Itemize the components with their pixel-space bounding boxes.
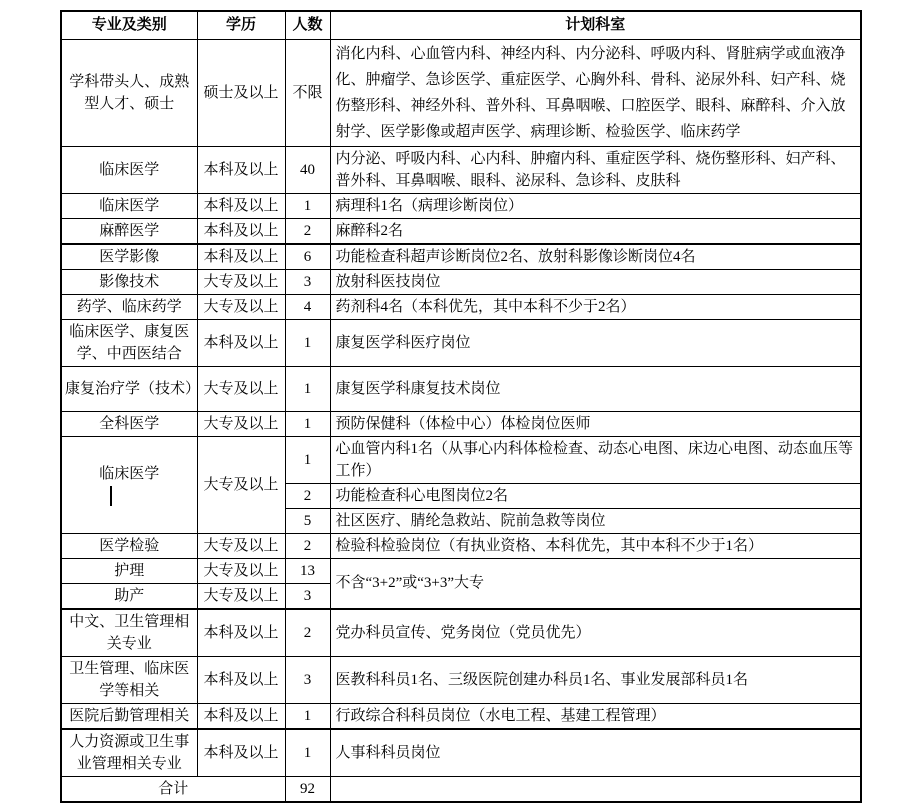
cell-count: 1 (285, 366, 330, 411)
cell-count: 4 (285, 294, 330, 319)
cell-major: 中文、卫生管理相关专业 (61, 609, 197, 657)
cell-count: 1 (285, 436, 330, 483)
cell-count: 1 (285, 729, 330, 777)
cell-count: 1 (285, 703, 330, 729)
cell-degree: 本科及以上 (197, 244, 285, 270)
table-row (61, 366, 861, 411)
cell-count: 2 (285, 218, 330, 244)
cell-count: 1 (285, 319, 330, 366)
cell-dept: 社区医疗、腈纶急救站、院前急救等岗位 (330, 508, 861, 533)
cell-dept: 麻醉科2名 (330, 218, 861, 244)
header-degree: 学历 (197, 11, 285, 39)
cell-degree: 本科及以上 (197, 193, 285, 218)
cell-degree: 本科及以上 (197, 146, 285, 193)
table-row (61, 269, 861, 294)
cell-total-count: 92 (285, 776, 330, 802)
cell-major: 卫生管理、临床医学等相关 (61, 656, 197, 703)
cell-total-label: 合计 (61, 776, 285, 802)
cell-degree: 大专及以上 (197, 269, 285, 294)
cell-major: 医院后勤管理相关 (61, 703, 197, 729)
cell-count: 不限 (285, 39, 330, 146)
cell-degree: 大专及以上 (197, 366, 285, 411)
total-row (61, 776, 861, 802)
cell-count: 3 (285, 583, 330, 609)
cell-major: 临床医学 (61, 193, 197, 218)
cell-major: 人力资源或卫生事业管理相关专业 (61, 729, 197, 777)
header-count: 人数 (285, 11, 330, 39)
table-row (61, 146, 861, 193)
cell-dept: 检验科检验岗位（有执业资格、本科优先，其中本科不少于1名） (330, 533, 861, 558)
recruitment-plan-table (60, 10, 862, 803)
cell-major: 医学影像 (61, 244, 197, 270)
cell-major: 康复治疗学（技术） (61, 366, 197, 411)
cell-dept: 放射科医技岗位 (330, 269, 861, 294)
table-row (61, 244, 861, 270)
cell-degree: 本科及以上 (197, 218, 285, 244)
cell-dept-empty (330, 776, 861, 802)
cell-degree: 本科及以上 (197, 656, 285, 703)
table-row (61, 703, 861, 729)
clinical-group-label: 临床医学 (99, 466, 160, 482)
cell-dept: 预防保健科（体检中心）体检岗位医师 (330, 411, 861, 436)
cell-dept: 功能检查科心电图岗位2名 (330, 483, 861, 508)
table-row (61, 294, 861, 319)
header-row (61, 11, 861, 39)
table-row (61, 39, 861, 146)
cell-degree: 大专及以上 (197, 411, 285, 436)
table-row (61, 319, 861, 366)
cell-degree: 大专及以上 (197, 294, 285, 319)
cell-degree: 本科及以上 (197, 703, 285, 729)
cell-count: 2 (285, 533, 330, 558)
cell-dept: 康复医学科医疗岗位 (330, 319, 861, 366)
cell-degree: 大专及以上 (197, 558, 285, 583)
cell-count: 3 (285, 656, 330, 703)
table-row (61, 729, 861, 777)
cell-degree: 硕士及以上 (197, 39, 285, 146)
cell-count: 1 (285, 193, 330, 218)
cell-dept: 药剂科4名（本科优先，其中本科不少于2名） (330, 294, 861, 319)
cell-major: 麻醉医学 (61, 218, 197, 244)
cell-degree: 本科及以上 (197, 609, 285, 657)
table-row (61, 218, 861, 244)
cell-major: 护理 (61, 558, 197, 583)
cell-dept: 内分泌、呼吸内科、心内科、肿瘤内科、重症医学科、烧伤整形科、妇产科、普外科、耳鼻咽喉、眼科、泌尿科、急诊科、皮肤科 (330, 146, 861, 193)
table-row (61, 436, 861, 483)
cell-major: 临床医学 (61, 146, 197, 193)
cell-dept: 医教科科员1名、三级医院创建办科员1名、事业发展部科员1名 (330, 656, 861, 703)
cell-major: 助产 (61, 583, 197, 609)
cell-major-clinical-group (61, 436, 197, 533)
table-row (61, 533, 861, 558)
cell-degree: 大专及以上 (197, 533, 285, 558)
cell-degree: 大专及以上 (197, 436, 285, 533)
cell-major: 影像技术 (61, 269, 197, 294)
cell-major: 药学、临床药学 (61, 294, 197, 319)
cell-dept: 消化内科、心血管内科、神经内科、内分泌科、呼吸内科、肾脏病学或血液净化、肿瘤学、急诊医学、重症医学、心胸外科、骨科、泌尿外科、妇产科、烧伤整形科、神经外科、普外科、耳鼻咽喉、口腔医学、眼科、麻醉科、介入放射学、医学影像或超声医学、病理诊断、检验医学、临床药学 (330, 39, 861, 146)
cell-degree: 大专及以上 (197, 583, 285, 609)
cell-dept: 行政综合科科员岗位（水电工程、基建工程管理） (330, 703, 861, 729)
cell-dept: 党办科员宣传、党务岗位（党员优先） (330, 609, 861, 657)
cell-major: 全科医学 (61, 411, 197, 436)
cell-degree: 本科及以上 (197, 319, 285, 366)
cell-count: 2 (285, 483, 330, 508)
cell-dept: 心血管内科1名（从事心内科体检检查、动态心电图、床边心电图、动态血压等工作） (330, 436, 861, 483)
text-cursor (110, 486, 112, 506)
cell-count: 2 (285, 609, 330, 657)
cell-count: 13 (285, 558, 330, 583)
cell-degree: 本科及以上 (197, 729, 285, 777)
cell-count: 3 (285, 269, 330, 294)
table-row (61, 558, 861, 583)
cell-dept: 人事科科员岗位 (330, 729, 861, 777)
cell-major: 临床医学、康复医学、中西医结合 (61, 319, 197, 366)
cell-count: 40 (285, 146, 330, 193)
header-major: 专业及类别 (61, 11, 197, 39)
cell-count: 1 (285, 411, 330, 436)
cell-dept-nursing-note: 不含“3+2”或“3+3”大专 (330, 558, 861, 609)
cell-major: 医学检验 (61, 533, 197, 558)
header-dept: 计划科室 (330, 11, 861, 39)
table-row (61, 656, 861, 703)
cell-count: 6 (285, 244, 330, 270)
table-row (61, 411, 861, 436)
table-row (61, 609, 861, 657)
cell-major: 学科带头人、成熟型人才、硕士 (61, 39, 197, 146)
cell-dept: 康复医学科康复技术岗位 (330, 366, 861, 411)
cell-dept: 功能检查科超声诊断岗位2名、放射科影像诊断岗位4名 (330, 244, 861, 270)
cell-dept: 病理科1名（病理诊断岗位） (330, 193, 861, 218)
table-row (61, 193, 861, 218)
cell-count: 5 (285, 508, 330, 533)
